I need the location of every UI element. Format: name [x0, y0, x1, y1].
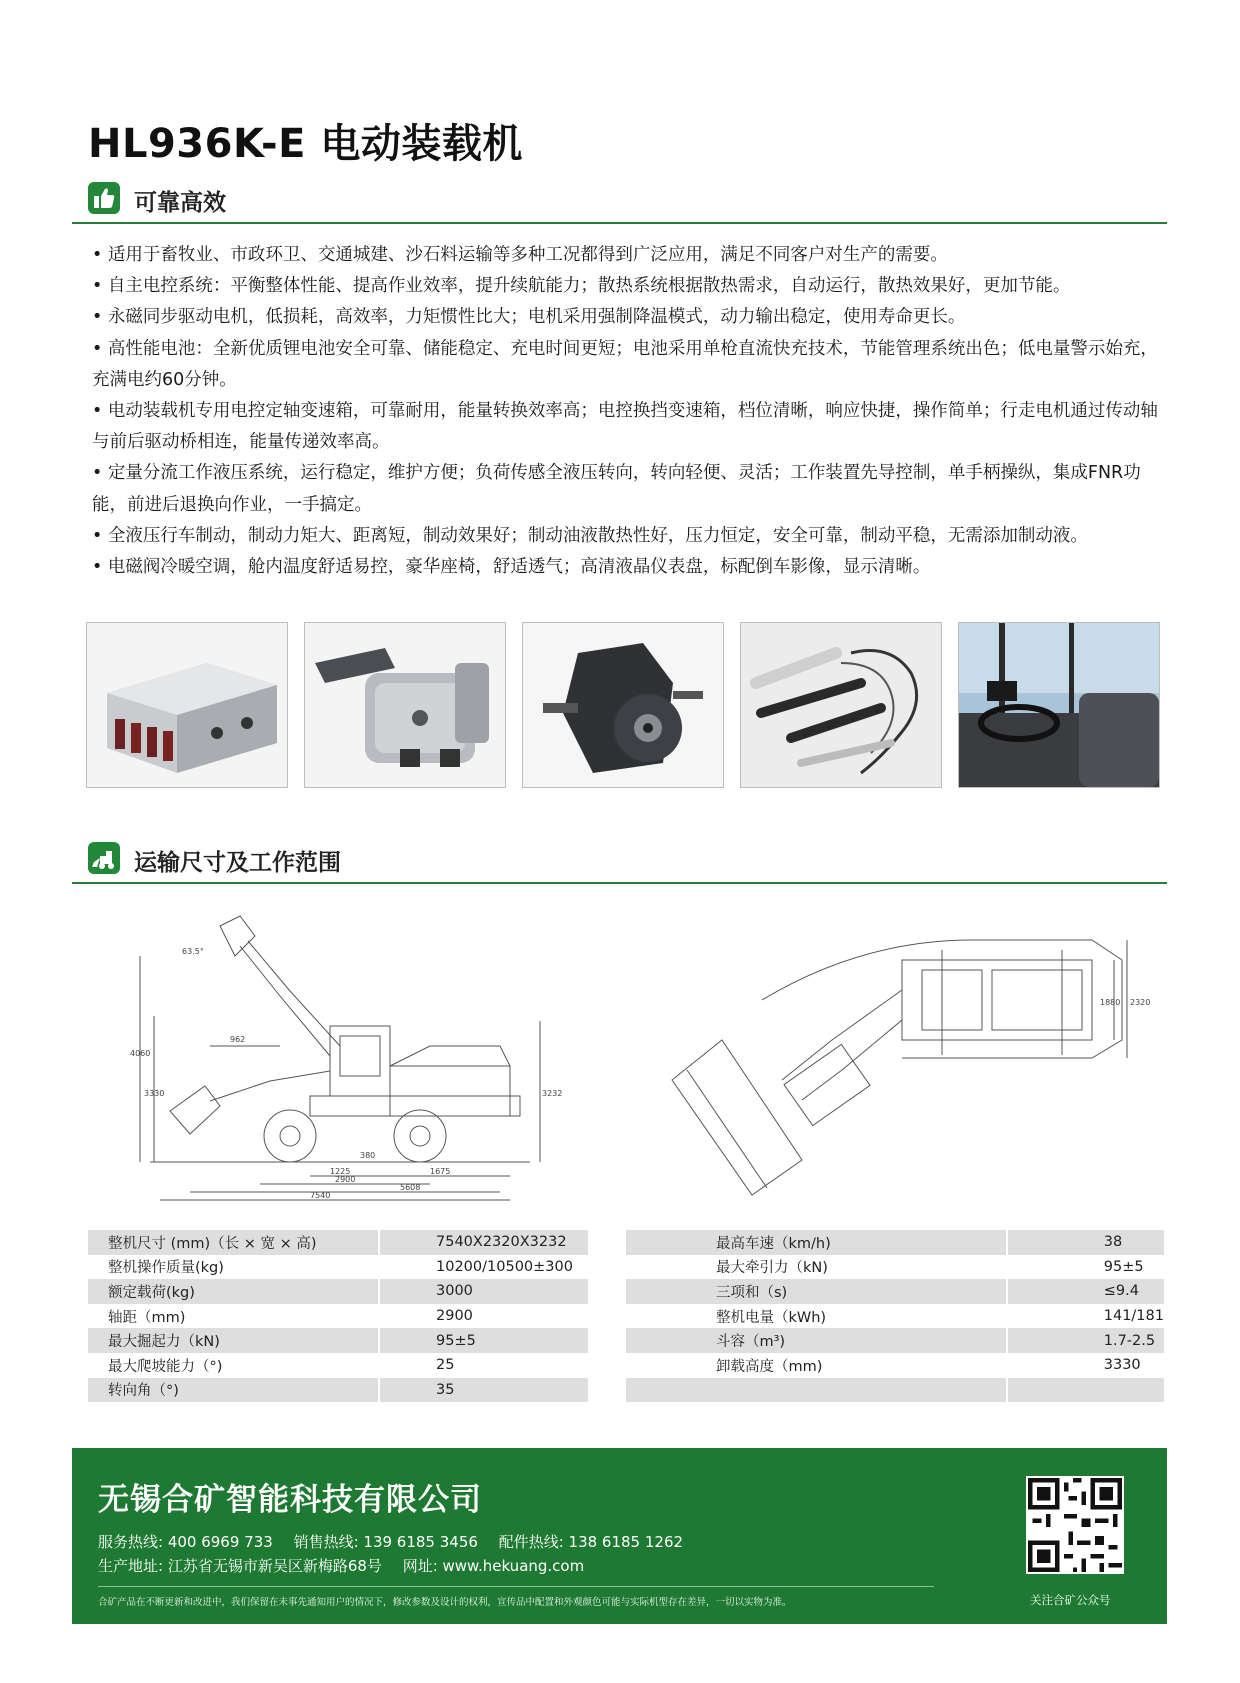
spec-key: 整机电量（kWh) — [626, 1304, 1007, 1329]
spec-key: 额定载荷(kg) — [88, 1279, 379, 1304]
table-row — [88, 1328, 588, 1353]
spec-value: 3000 — [379, 1279, 588, 1304]
spec-value: 35 — [379, 1378, 588, 1403]
table-row — [626, 1230, 1164, 1255]
spec-value: 95±5 — [1007, 1255, 1164, 1280]
photo-motor — [304, 622, 506, 788]
dim-rear-axle: 1675 — [430, 1167, 451, 1176]
table-row — [626, 1378, 1164, 1403]
qr-caption: 关注合矿公众号 — [1030, 1593, 1111, 1607]
spec-value: 3330 — [1007, 1353, 1164, 1378]
qr-code-icon[interactable] — [1026, 1476, 1124, 1574]
company-name: 无锡合矿智能科技有限公司 — [98, 1482, 482, 1518]
spec-value: 141/181 — [1007, 1304, 1164, 1329]
section-header-reliable — [72, 178, 1167, 224]
component-photos — [86, 622, 1166, 788]
spec-key: 轴距（mm) — [88, 1304, 379, 1329]
service-hotline: 服务热线: 400 6969 733 — [98, 1533, 273, 1551]
table-row — [626, 1279, 1164, 1304]
spec-key: 卸载高度（mm) — [626, 1353, 1007, 1378]
spec-key: 整机尺寸 (mm)（长 × 宽 × 高) — [88, 1230, 379, 1255]
feature-item: • 全液压行车制动，制动力矩大、距离短，制动效果好；制动油液散热性好，压力恒定，安全可靠，制动平稳，无需添加制动液。 — [92, 525, 1088, 546]
feature-item: • 适用于畜牧业、市政环卫、交通城建、沙石料运输等多种工况都得到广泛应用，满足不同客户对生产的需要。 — [92, 245, 948, 265]
dim-total-length: 7540 — [310, 1191, 331, 1200]
table-row — [626, 1255, 1164, 1280]
spec-key: 斗容（m³) — [626, 1328, 1007, 1353]
spec-value: 7540X2320X3232 — [379, 1230, 588, 1255]
dim-front-axle: 1225 — [330, 1167, 351, 1176]
spec-key: 最高车速（km/h) — [626, 1230, 1007, 1255]
sales-hotline: 销售热线: 139 6185 3456 — [293, 1533, 478, 1551]
dim-total-width: 2320 — [1130, 998, 1151, 1007]
table-row — [88, 1279, 588, 1304]
spec-value — [1007, 1378, 1164, 1403]
table-row — [626, 1328, 1164, 1353]
spec-value: 95±5 — [379, 1328, 588, 1353]
table-row — [88, 1230, 588, 1255]
section-title-dimensions: 运输尺寸及工作范围 — [134, 850, 341, 876]
spec-table-right — [626, 1230, 1164, 1402]
spec-value: 10200/10500±300 — [379, 1255, 588, 1280]
table-row — [88, 1353, 588, 1378]
thumbs-up-icon — [88, 182, 120, 214]
side-view-drawing — [130, 896, 570, 1200]
spec-key: 整机操作质量(kg) — [88, 1255, 379, 1280]
table-row — [88, 1255, 588, 1280]
spec-value: 2900 — [379, 1304, 588, 1329]
dim-reach: 962 — [230, 1035, 246, 1044]
table-row — [626, 1353, 1164, 1378]
feature-item: • 电磁阀冷暖空调，舱内温度舒适易控，豪华座椅，舒适透气；高清液晶仪表盘，标配倒车影像，显示清晰。 — [92, 557, 931, 578]
spec-value: 1.7-2.5 — [1007, 1328, 1164, 1353]
feature-item: • 自主电控系统：平衡整体性能、提高作业效率，提升续航能力；散热系统根据散热需求，自动运行，散热效果好，更加节能。 — [92, 276, 1071, 297]
table-row — [626, 1304, 1164, 1329]
top-view-drawing — [642, 930, 1151, 1200]
loader-icon — [88, 842, 120, 874]
photo-gearbox — [522, 622, 724, 788]
photo-hydraulics — [740, 622, 942, 788]
section-title-reliable: 可靠高效 — [134, 190, 226, 216]
feature-list — [92, 240, 1162, 583]
feature-item: • 永磁同步驱动电机，低损耗，高效率，力矩惯性比大；电机采用强制降温模式，动力输出稳定，使用寿命更长。 — [92, 307, 966, 328]
page-title: HL936K-E 电动装载机 — [88, 121, 523, 167]
disclaimer: 合矿产品在不断更新和改进中，我们保留在未事先通知用户的情况下，修改参数及设计的权利，宣传品中配置和外观颜色可能与实际机型存在差异，一切以实物为准。 — [98, 1597, 792, 1608]
dim-cab-height: 3232 — [542, 1089, 563, 1098]
dim-dump-height: 3330 — [144, 1089, 165, 1098]
spec-key: 最大掘起力（kN) — [88, 1328, 379, 1353]
parts-hotline: 配件热线: 138 6185 1262 — [498, 1533, 684, 1551]
spec-key — [626, 1378, 1007, 1403]
spec-value: 38 — [1007, 1230, 1164, 1255]
factory-address: 生产地址: 江苏省无锡市新吴区新梅路68号 — [98, 1557, 382, 1575]
spec-key: 转向角（°) — [88, 1378, 379, 1403]
spec-key: 三项和（s) — [626, 1279, 1007, 1304]
feature-item: • 定量分流工作液压系统，运行稳定，维护方便；负荷传感全液压转向，转向轻便、灵活；工作装置先导控制，单手柄操纵，集成FNR功能，前进后退换向作业，一手搞定。 — [92, 463, 1141, 515]
table-row — [88, 1378, 588, 1403]
spec-key: 最大牵引力（kN) — [626, 1255, 1007, 1280]
company-footer — [72, 1448, 1167, 1624]
dim-height-max: 4060 — [130, 1049, 151, 1058]
dim-dump-angle: 63.5° — [182, 947, 204, 956]
footer-divider — [98, 1586, 934, 1587]
feature-item: • 电动装载机专用电控定轴变速箱，可靠耐用，能量转换效率高；电控换挡变速箱，档位清晰，响应快捷，操作简单；行走电机通过传动轴与前后驱动桥相连，能量传递效率高。 — [92, 401, 1158, 453]
feature-item: • 高性能电池：全新优质锂电池安全可靠、储能稳定、充电时间更短；电池采用单枪直流快充技术，节能管理系统出色；低电量警示始充，充满电约60分钟。 — [92, 338, 1158, 390]
spec-value: ≤9.4 — [1007, 1279, 1164, 1304]
photo-cab — [958, 622, 1160, 788]
table-row — [88, 1304, 588, 1329]
dim-track-width: 1880 — [1100, 998, 1121, 1007]
spec-key: 最大爬坡能力（°) — [88, 1353, 379, 1378]
spec-table-left — [88, 1230, 588, 1402]
section-header-dimensions — [72, 838, 1167, 884]
dim-wheelbase: 2900 — [335, 1175, 356, 1184]
dim-body-length: 5608 — [400, 1183, 421, 1192]
website-link[interactable]: 网址: www.hekuang.com — [402, 1557, 585, 1575]
dim-ground-clearance: 380 — [360, 1151, 376, 1160]
photo-controller — [86, 622, 288, 788]
contact-lines — [98, 1530, 683, 1578]
spec-value: 25 — [379, 1353, 588, 1378]
